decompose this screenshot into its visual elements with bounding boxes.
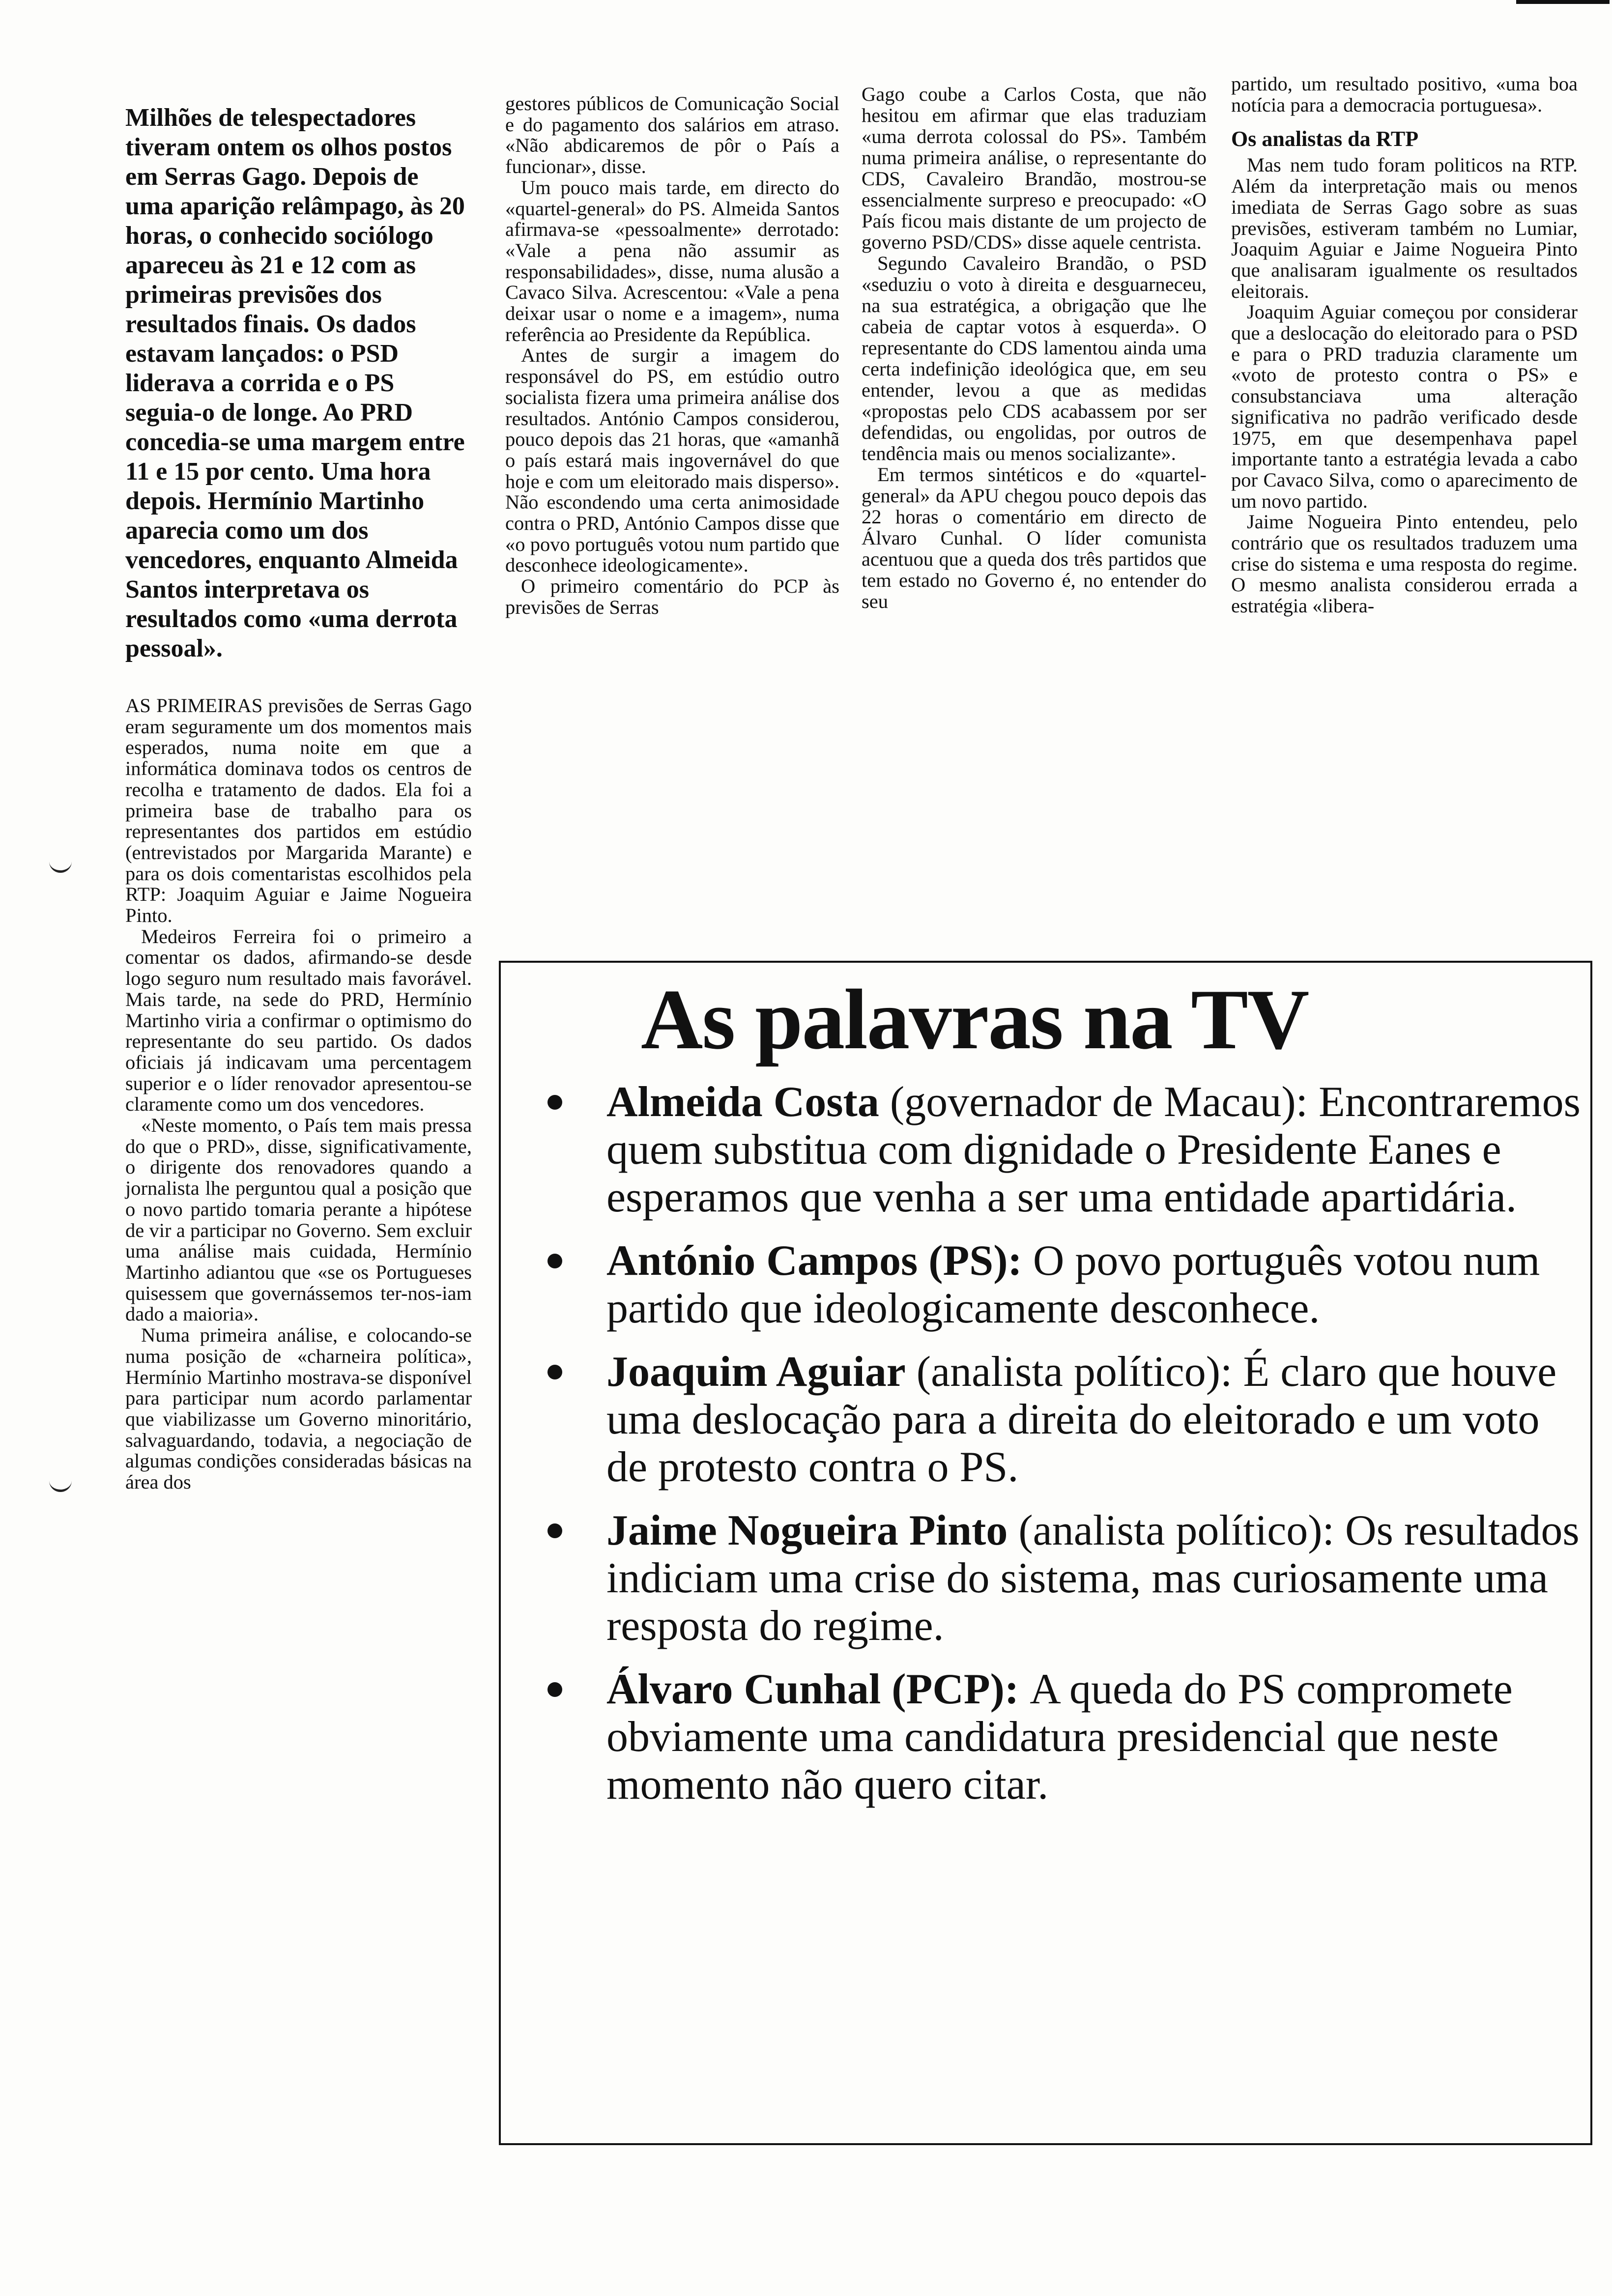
section-subhead: Os analistas da RTP <box>1231 127 1419 151</box>
column-1 <box>125 103 472 1493</box>
paragraph: Segundo Cavaleiro Brandão, o PSD «seduziu o voto à direita e desguarneceu, na sua estratégica, a obrigação que lhe cabeia de captar votos à esquerda». O representante do CDS lamentou ainda uma certa indefinição ideológica que, em seu entender, levou a que as medidas «propostas pelo CDS acabassem por ser defendidas, ou engolidas, por outros de tendência mais ou menos socializante». <box>862 252 1207 464</box>
speaker-role: (analista político): <box>1008 1507 1346 1554</box>
paragraph: Gago coube a Carlos Costa, que não hesitou em afirmar que elas traduziam «uma derrota colossal do PS». Também numa primeira análise, o representante do CDS, Cavaleiro Brandão, mostrou-se essencialmente surpreso e preocupado: «O País ficou mais distante de um projecto de governo PSD/CDS» disse aquele centrista. <box>862 83 1207 253</box>
paragraph: Em termos sintéticos e do «quartel-general» da APU chegou pouco depois das 22 horas o comentário em directo de Álvaro Cunhal. O líder comunista acentuou que a queda dos três partidos que tem estado no Governo é, no entender do seu <box>862 463 1207 612</box>
margin-mark <box>49 1477 72 1492</box>
box-title: As palavras na TV <box>641 972 1309 1067</box>
lead-text: Milhões de telespectadores tiveram ontem os olhos postos em Serras Gago. Depois de uma aparição relâmpago, às 20 horas, o conhecido sociólogo apareceu às 21 e 12 com as primeiras previsões dos resultados finais. Os dados estavam lançados: o PSD liderava a corrida e o PS seguia-o de longe. Ao PRD concedia-se uma margem entre 11 e 15 por cento. Uma hora depois. Hermínio Martinho aparecia como um dos vencedores, enquanto Almeida Santos interpretava os resultados como «uma derrota pessoal». <box>125 104 465 662</box>
quote-item <box>547 1078 1584 1221</box>
quote-list <box>547 1078 1584 1824</box>
column-2 <box>505 93 839 618</box>
bullet-icon <box>547 1095 562 1110</box>
speaker-role: (governador de Macau): <box>879 1078 1319 1126</box>
speaker-name: António Campos (PS): <box>606 1237 1033 1285</box>
paragraph: Jaime Nogueira Pinto entendeu, pelo contrário que os resultados traduzem uma crise do sistema e uma resposta do regime. O mesmo analista considerou errada a estratégia «libera- <box>1231 511 1578 617</box>
bullet-icon <box>547 1365 562 1379</box>
quote-item <box>547 1348 1584 1491</box>
speaker-name: Joaquim Aguiar <box>606 1348 906 1396</box>
drop-words: AS PRIMEIRAS <box>125 694 263 717</box>
speaker-name: Almeida Costa <box>606 1078 879 1126</box>
paragraph: partido, um resultado positivo, «uma boa notícia para a democracia portuguesa». <box>1231 73 1578 116</box>
column-3 <box>862 84 1207 612</box>
quote-text: O povo português votou num partido que ideologicamente desconhece. <box>606 1237 1540 1332</box>
bullet-icon <box>547 1254 562 1268</box>
bullet-icon <box>547 1523 562 1538</box>
top-rule <box>1516 0 1610 4</box>
lead-paragraph <box>125 103 472 663</box>
paragraph: gestores públicos de Comunicação Social e do pagamento dos salários em atraso. «Não abdicaremos de pôr o País a funcionar», disse. <box>505 92 839 178</box>
quote-text: Os resultados indiciam uma crise do sistema, mas curiosamente uma resposta do regime. <box>606 1507 1580 1650</box>
paragraph <box>125 695 472 926</box>
quote-text: É claro que houve uma deslocação para a direita do eleitorado e um voto de protesto contra o PS. <box>606 1348 1557 1491</box>
column-1-body <box>125 695 472 1493</box>
paragraph: Mas nem tudo foram politicos na RTP. Além da interpretação mais ou menos imediata de Serras Gago sobre as suas previsões, estiveram também no Lumiar, Joaquim Aguiar e Jaime Nogueira Pinto que analisaram igualmente os resultados eleitorais. <box>1231 154 1578 302</box>
margin-mark <box>49 858 72 873</box>
speaker-name: Álvaro Cunhal (PCP): <box>606 1665 1030 1713</box>
paragraph: Um pouco mais tarde, em directo do «quartel-general» do PS. Almeida Santos afirmava-se «pessoalmente» derrotado: «Vale a pena não assumir as responsabilidades», disse, numa alusão a Cavaco Silva. Acrescentou: «Vale a pena deixar usar o nome e a imagem», numa referência ao Presidente da República. <box>505 176 839 345</box>
paragraph: Numa primeira análise, e colocando-se numa posição de «charneira política», Hermínio Martinho mostrava-se disponível para participar num acordo parlamentar que viabilizasse um Governo minoritário, salvaguardando, todavia, a negociação de algumas condições consideradas básicas na área dos <box>125 1324 472 1493</box>
quote-item <box>547 1507 1584 1650</box>
quote-text: A queda do PS compromete obviamente uma candidatura presidencial que neste momento não quero citar. <box>606 1665 1513 1808</box>
paragraph-text: previsões de Serras Gago eram seguramente um dos momentos mais esperados, numa noite em que a informática dominava todos os centros de recolha e tratamento de dados. Ela foi a primeira base de trabalho para os representantes dos partidos em estúdio (entrevistados por Margarida Marante) e para os dois comentaristas escolhidos pela RTP: Joaquim Aguiar e Jaime Nogueira Pinto. <box>125 694 472 927</box>
paragraph: «Neste momento, o País tem mais pressa do que o PRD», disse, significativamente, o dirigente dos renovadores quando a jornalista lhe perguntou qual a posição que o novo partido tomaria perante a hipótese de vir a participar no Governo. Sem excluir uma análise mais cuidada, Hermínio Martinho adiantou que «se os Portugueses quisessem que governássemos ter-nos-iam dado a maioria». <box>125 1114 472 1325</box>
paragraph: Antes de surgir a imagem do responsável do PS, em estúdio outro socialista fizera uma primeira análise dos resultados. António Campos considerou, pouco depois das 21 horas, que «amanhã o país estará mais ingovernável do que hoje e com um eleitorado mais disperso». Não escondendo uma certa animosidade contra o PRD, António Campos disse que «o povo português votou num partido que desconhece ideologicamente». <box>505 344 839 576</box>
paragraph: Joaquim Aguiar começou por considerar que a deslocação do eleitorado para o PSD e para o PRD traduzia claramente um «voto de protesto contra o PS» e consubstanciava uma alteração significativa no padrão verificado desde 1975, em que desempenhava papel importante tanto a estratégia levada a cabo por Cavaco Silva, como o aparecimento de um novo partido. <box>1231 301 1578 512</box>
paragraph: O primeiro comentário do PCP às previsões de Serras <box>505 575 839 618</box>
quote-item <box>547 1665 1584 1808</box>
bullet-icon <box>547 1682 562 1697</box>
column-4 <box>1231 74 1578 617</box>
paragraph: Medeiros Ferreira foi o primeiro a comentar os dados, afirmando-se desde logo seguro num resultado mais favorável. Mais tarde, na sede do PRD, Hermínio Martinho viria a confirmar o optimismo do representante do seu partido. Os dados oficiais já indicavam uma percentagem superior e o líder renovador apresentou-se claramente como um dos vencedores. <box>125 925 472 1116</box>
speaker-name: Jaime Nogueira Pinto <box>606 1507 1008 1554</box>
quote-item <box>547 1237 1584 1332</box>
quote-text: Encontraremos quem substitua com dignidade o Presidente Eanes e esperamos que venha a ser uma entidade apartidária. <box>606 1078 1581 1221</box>
quotes-box <box>499 961 1592 2145</box>
speaker-role: (analista político): <box>905 1348 1243 1396</box>
